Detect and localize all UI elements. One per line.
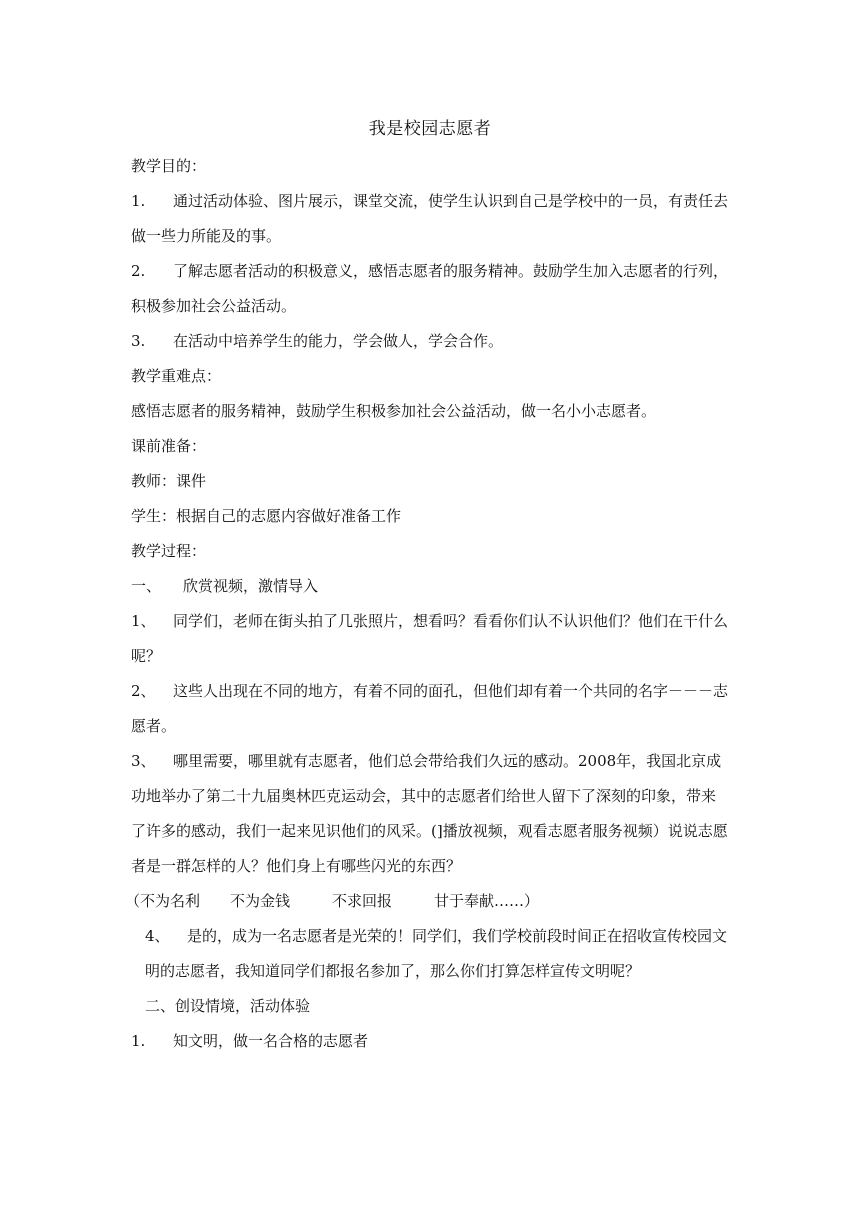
- section-number: 一、: [131, 577, 162, 595]
- section-title: 欣赏视频，激情导入: [183, 577, 319, 595]
- goal-item: [131, 184, 729, 254]
- document-title: 我是校园志愿者: [368, 119, 492, 139]
- step-text: 这些人出现在不同的地方，有着不同的面孔，但他们却有着一个共同的名字－－－志愿者。: [131, 682, 729, 735]
- step-item: [131, 919, 729, 989]
- sub-item: [131, 1024, 729, 1059]
- goal-text: 在活动中培养学生的能力，学会做人，学会合作。: [173, 332, 504, 350]
- prep-teacher: 教师：课件: [131, 472, 207, 490]
- section-heading: [131, 569, 729, 604]
- step-item: [131, 744, 729, 884]
- document-body: [125, 149, 729, 1059]
- process-heading: 教学过程：: [131, 542, 207, 560]
- goal-number: 2.: [131, 262, 146, 280]
- key-text: 感悟志愿者的服务精神，鼓励学生积极参加社会公益活动，做一名小小志愿者。: [131, 402, 657, 420]
- prep-student: 学生：根据自己的志愿内容做好准备工作: [131, 507, 402, 525]
- step-text: 是的，成为一名志愿者是光荣的！同学们，我们学校前段时间正在招收宣传校园文明的志愿者，我知道同学们都报名参加了，那么你们打算怎样宣传文明呢？: [145, 927, 728, 980]
- step-number: 3、: [131, 752, 156, 770]
- step-number: 1、: [131, 612, 156, 630]
- goal-number: 1.: [131, 192, 146, 210]
- prep-heading: 课前准备：: [131, 437, 207, 455]
- step-text: 同学们，老师在街头拍了几张照片，想看吗？看看你们认不认识他们？他们在干什么呢？: [131, 612, 729, 665]
- goal-text: 了解志愿者活动的积极意义，感悟志愿者的服务精神。鼓励学生加入志愿者的行列，积极参加社会公益活动。: [131, 262, 729, 315]
- step-item: [131, 604, 729, 674]
- goal-item: [131, 324, 729, 359]
- answer-item: 甘于奉献……）: [434, 892, 540, 910]
- goal-item: [131, 254, 729, 324]
- step-number: 2、: [131, 682, 156, 700]
- answer-item: （不为名利: [125, 892, 201, 910]
- step-text: 哪里需要，哪里就有志愿者，他们总会带给我们久远的感动。2008年，我国北京成功地举办了第二十九届奥林匹克运动会，其中的志愿者们给世人留下了深刻的印象，带来了许多的感动，我们一起来见识他们的风采。(]播放视频，观看志愿者服务视频）说说志愿者是一群怎样的人？他们身上有哪些闪光的东西？: [131, 752, 728, 875]
- answer-list: [125, 884, 729, 919]
- goals-heading: 教学目的：: [131, 157, 207, 175]
- answer-item: 不求回报: [332, 892, 393, 910]
- sub-text: 知文明，做一名合格的志愿者: [173, 1032, 369, 1050]
- answer-item: 不为金钱: [230, 892, 291, 910]
- step-item: [131, 674, 729, 744]
- goal-text: 通过活动体验、图片展示，课堂交流，使学生认识到自己是学校中的一员，有责任去做一些力所能及的事。: [131, 192, 729, 245]
- key-heading: 教学重难点：: [131, 367, 222, 385]
- goal-number: 3.: [131, 332, 146, 350]
- sub-number: 1.: [131, 1032, 146, 1050]
- step-number: 4、: [145, 927, 170, 945]
- section-heading: 二、创设情境，活动体验: [145, 997, 311, 1015]
